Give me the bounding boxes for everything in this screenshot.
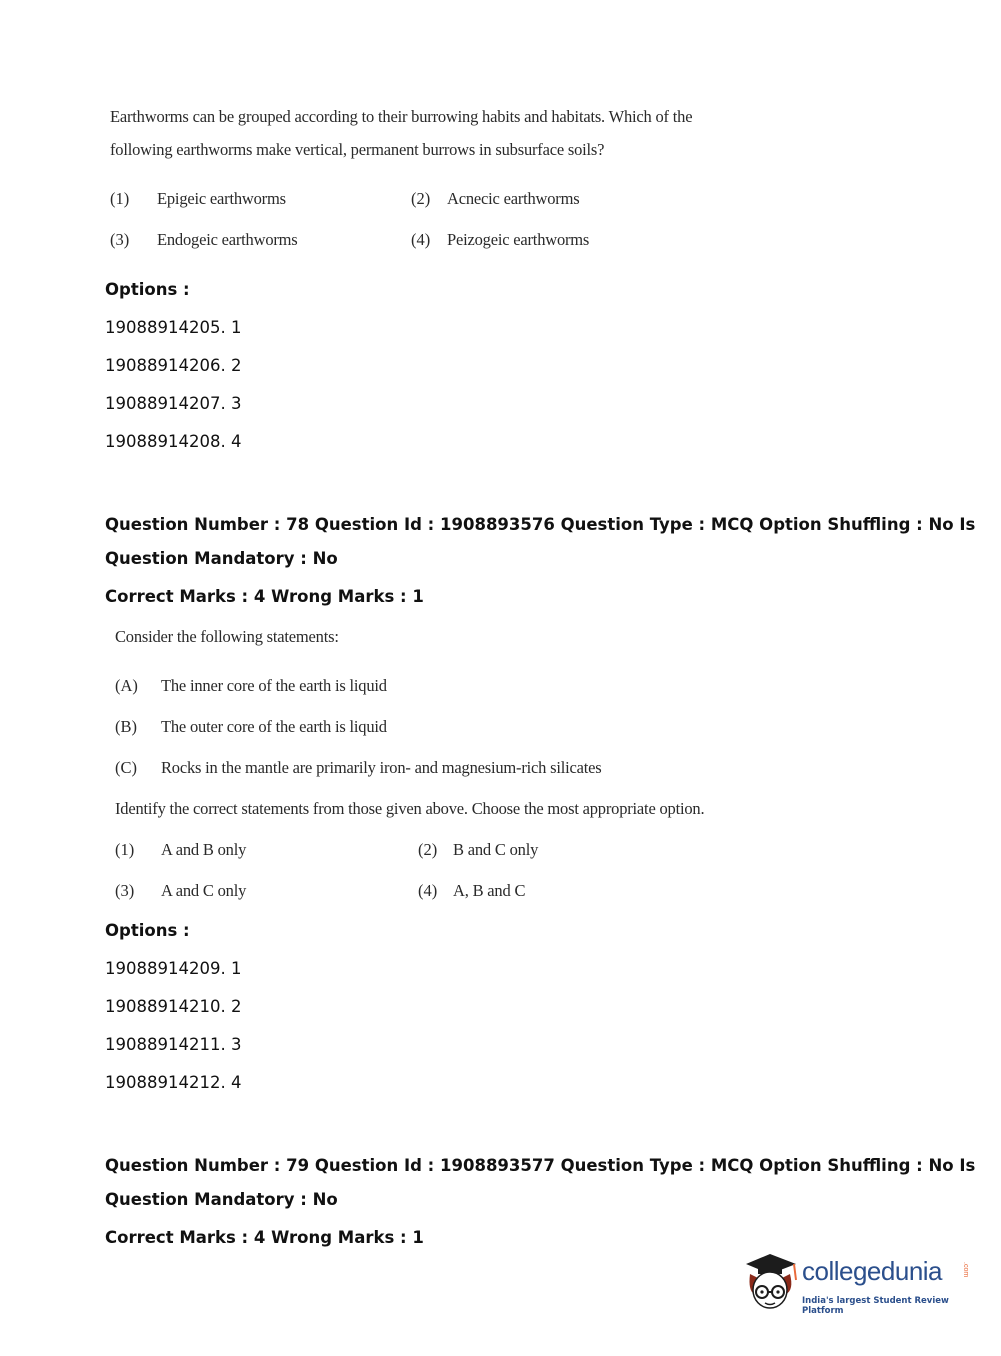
q79-header-line1: Question Number : 79 Question Id : 1908893577 Question Type : MCQ Option Shuffling : No Is	[105, 1156, 976, 1175]
q79-marks: Correct Marks : 4 Wrong Marks : 1	[105, 1228, 424, 1247]
q77-choice-num: (3)	[110, 230, 130, 249]
logo-wordmark: collegedunia	[802, 1256, 943, 1286]
q77-choice-text: Endogeic earthworms	[157, 230, 298, 249]
q79-header-line2: Question Mandatory : No	[105, 1190, 338, 1209]
q77-options-label: Options :	[105, 280, 190, 299]
q78-instruction: Identify the correct statements from those given above. Choose the most appropriate option.	[115, 799, 705, 818]
q78-choice-text: A and B only	[161, 840, 247, 859]
q77-option-id: 19088914207. 3	[105, 394, 242, 413]
q78-intro: Consider the following statements:	[115, 627, 339, 646]
q77-text-line1: Earthworms can be grouped according to their burrowing habits and habitats. Which of the	[110, 107, 693, 126]
logo-tagline: India's largest Student Review Platform	[802, 1296, 949, 1316]
q77-option-id: 19088914206. 2	[105, 356, 242, 375]
q78-choice-num: (1)	[115, 840, 135, 859]
q78-choice-text: B and C only	[453, 840, 539, 859]
q77-choice-num: (2)	[411, 189, 431, 208]
q77-choice-text: Acnecic earthworms	[447, 189, 580, 208]
q78-statement-text: The inner core of the earth is liquid	[161, 676, 387, 695]
mascot-icon	[740, 1250, 802, 1316]
collegedunia-logo	[740, 1250, 970, 1320]
q77-choice-text: Epigeic earthworms	[157, 189, 286, 208]
q78-option-id: 19088914209. 1	[105, 959, 242, 978]
q77-text-line2: following earthworms make vertical, permanent burrows in subsurface soils?	[110, 140, 605, 159]
q77-choice-num: (1)	[110, 189, 130, 208]
q78-marks: Correct Marks : 4 Wrong Marks : 1	[105, 587, 424, 606]
q78-choice-text: A, B and C	[453, 881, 526, 900]
q78-choice-text: A and C only	[161, 881, 247, 900]
q78-choice-num: (2)	[418, 840, 438, 859]
q78-statement-label: (C)	[115, 758, 137, 777]
q78-statement-text: The outer core of the earth is liquid	[161, 717, 387, 736]
q78-option-id: 19088914210. 2	[105, 997, 242, 1016]
q78-statement-text: Rocks in the mantle are primarily iron- and magnesium-rich silicates	[161, 758, 602, 777]
q78-choice-num: (4)	[418, 881, 438, 900]
q78-option-id: 19088914212. 4	[105, 1073, 242, 1092]
q78-statement-label: (B)	[115, 717, 137, 736]
q78-choice-num: (3)	[115, 881, 135, 900]
q77-option-id: 19088914205. 1	[105, 318, 242, 337]
q78-header-line1: Question Number : 78 Question Id : 1908893576 Question Type : MCQ Option Shuffling : No Is	[105, 515, 976, 534]
q78-option-id: 19088914211. 3	[105, 1035, 242, 1054]
q77-choice-num: (4)	[411, 230, 431, 249]
q77-option-id: 19088914208. 4	[105, 432, 242, 451]
q78-statement-label: (A)	[115, 676, 138, 695]
logo-domain-suffix: .com	[962, 1262, 969, 1278]
q78-header-line2: Question Mandatory : No	[105, 549, 338, 568]
q78-options-label: Options :	[105, 921, 190, 940]
q77-choice-text: Peizogeic earthworms	[447, 230, 590, 249]
